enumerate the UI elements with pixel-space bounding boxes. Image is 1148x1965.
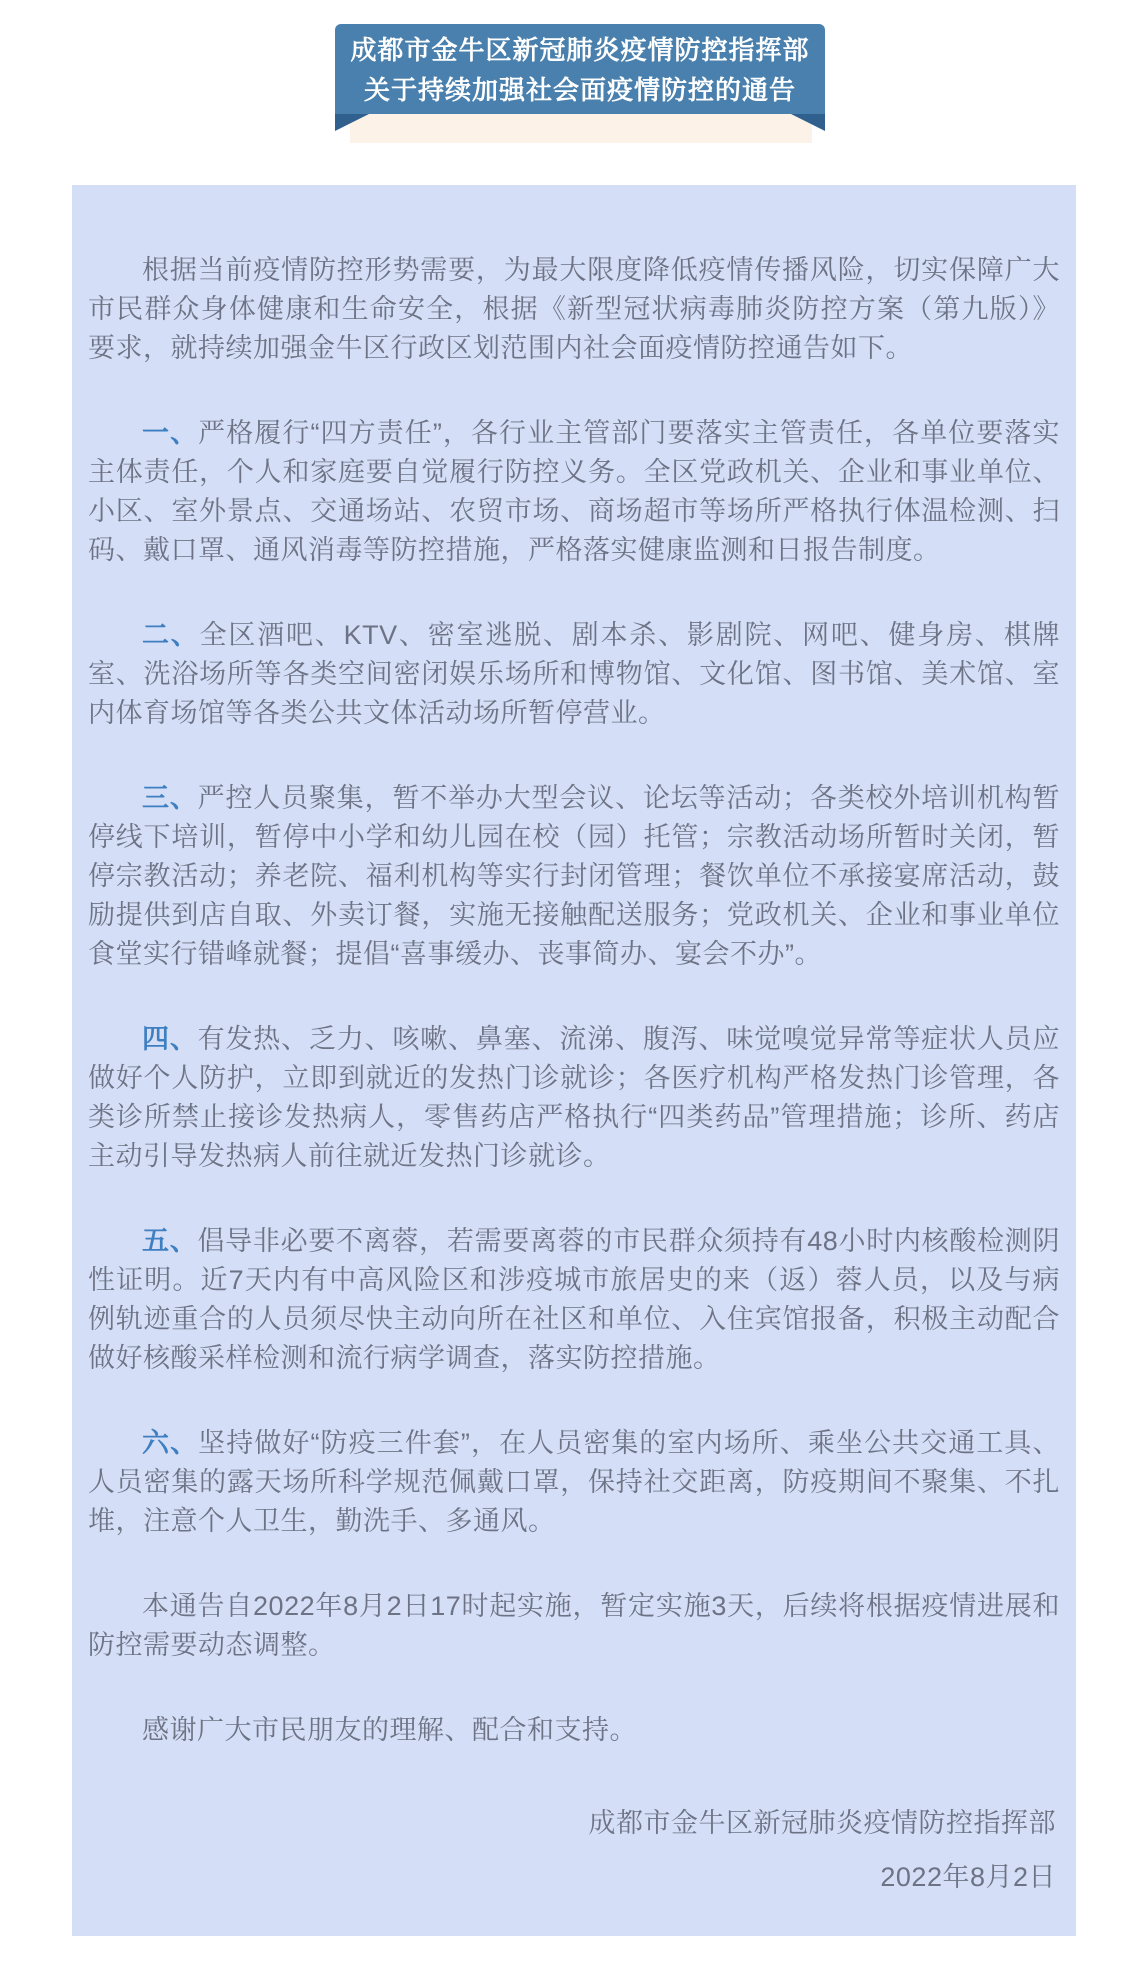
notice-paragraph: 六、坚持做好“防疫三件套”，在人员密集的室内场所、乘坐公共交通工具、人员密集的露天场所科学规范佩戴口罩，保持社交距离，防疫期间不聚集、不扎堆，注意个人卫生，勤洗手、多通风。 (88, 1428, 1061, 1536)
paragraph-number: 四、 (142, 1024, 198, 1054)
paragraph-number: 一、 (142, 418, 199, 448)
notice-body-panel (72, 185, 1076, 1936)
notice-paragraph: 本通告自2022年8月2日17时起实施，暂定实施3天，后续将根据疫情进展和防控需要动态调整。 (88, 1591, 1060, 1660)
notice-paragraph: 一、严格履行“四方责任”，各行业主管部门要落实主管责任，各单位要落实主体责任，个人和家庭要自觉履行防控义务。全区党政机关、企业和事业单位、小区、室外景点、交通场站、农贸市场、商场超市等场所严格执行体温检测、扫码、戴口罩、通风消毒等防控措施，严格落实健康监测和日报告制度。 (88, 418, 1061, 565)
ribbon-fold-right (791, 114, 825, 131)
paragraph-number: 六、 (142, 1428, 199, 1458)
signature-date: 2022年8月2日 (880, 1862, 1056, 1892)
paragraph-number: 三、 (142, 783, 198, 813)
signature-block (88, 1796, 1060, 1904)
notice-paragraph: 根据当前疫情防控形势需要，为最大限度降低疫情传播风险，切实保障广大市民群众身体健康和生命安全，根据《新型冠状病毒肺炎防控方案（第九版）》要求，就持续加强金牛区行政区划范围内社会面疫情防控通告如下。 (88, 255, 1060, 363)
banner-title-line2: 关于持续加强社会面疫情防控的通告 (363, 75, 796, 105)
signature-org: 成都市金牛区新冠肺炎疫情防控指挥部 (588, 1808, 1056, 1838)
notice-paragraph: 四、有发热、乏力、咳嗽、鼻塞、流涕、腹泻、味觉嗅觉异常等症状人员应做好个人防护，立即到就近的发热门诊就诊；各医疗机构严格发热门诊管理，各类诊所禁止接诊发热病人，零售药店严格执行“四类药品”管理措施；诊所、药店主动引导发热病人前往就近发热门诊就诊。 (88, 1024, 1060, 1171)
notice-title-banner (335, 24, 825, 114)
ribbon-fold-left (335, 114, 369, 131)
banner-underlay-strip (350, 113, 812, 143)
notice-paragraph: 二、全区酒吧、KTV、密室逃脱、剧本杀、影剧院、网吧、健身房、棋牌室、洗浴场所等各类空间密闭娱乐场所和博物馆、文化馆、图书馆、美术馆、室内体育场馆等各类公共文体活动场所暂停营业。 (88, 620, 1061, 728)
notice-paragraphs (88, 251, 1060, 1750)
notice-paragraph: 五、倡导非必要不离蓉，若需要离蓉的市民群众须持有48小时内核酸检测阴性证明。近7天内有中高风险区和涉疫城市旅居史的来（返）蓉人员，以及与病例轨迹重合的人员须尽快主动向所在社区和单位、入住宾馆报备，积极主动配合做好核酸采样检测和流行病学调查，落实防控措施。 (88, 1226, 1061, 1373)
notice-paragraph: 感谢广大市民朋友的理解、配合和支持。 (142, 1715, 637, 1745)
notice-paragraph: 三、严控人员聚集，暂不举办大型会议、论坛等活动；各类校外培训机构暂停线下培训，暂停中小学和幼儿园在校（园）托管；宗教活动场所暂时关闭，暂停宗教活动；养老院、福利机构等实行封闭管理；餐饮单位不承接宴席活动，鼓励提供到店自取、外卖订餐，实施无接触配送服务；党政机关、企业和事业单位食堂实行错峰就餐；提倡“喜事缓办、丧事简办、宴会不办”。 (88, 783, 1060, 969)
paragraph-number: 五、 (142, 1226, 198, 1256)
banner-title-line1: 成都市金牛区新冠肺炎疫情防控指挥部 (350, 35, 810, 65)
paragraph-number: 二、 (142, 620, 200, 650)
